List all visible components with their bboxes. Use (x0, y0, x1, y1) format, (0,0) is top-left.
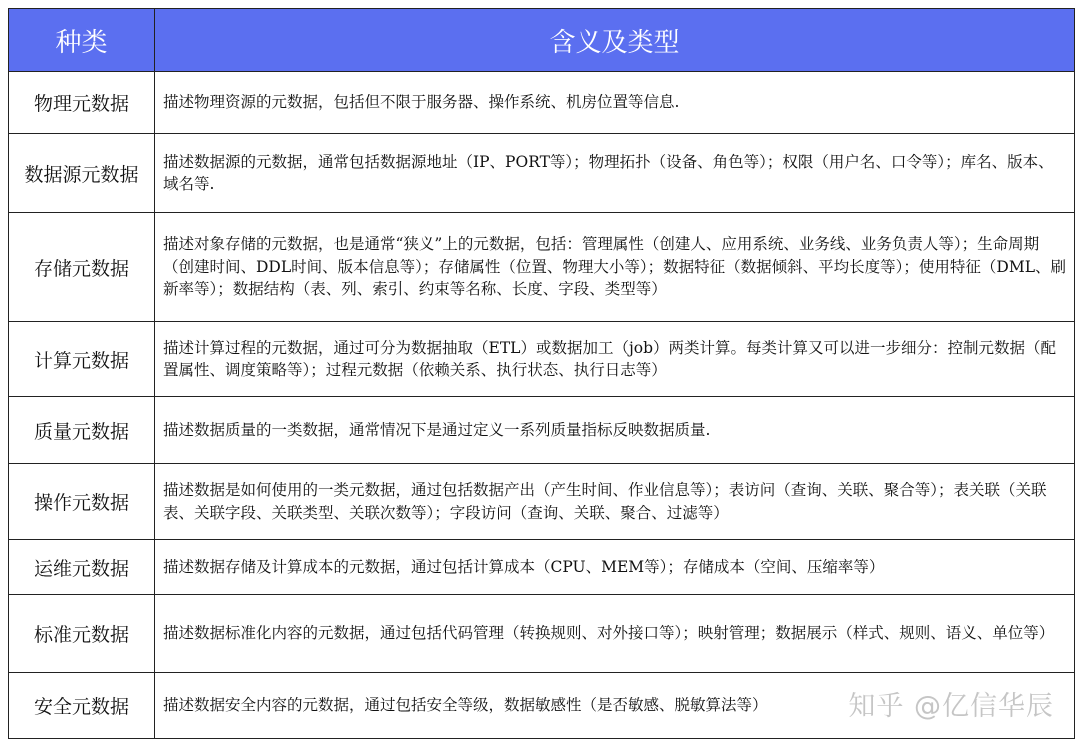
kind-cell: 质量元数据 (9, 397, 155, 464)
metadata-table-container (8, 8, 1074, 739)
header-row (9, 9, 1075, 72)
table-row (9, 72, 1075, 134)
table-row (9, 540, 1075, 595)
kind-cell: 数据源元数据 (9, 134, 155, 213)
table-row (9, 134, 1075, 213)
metadata-types-table (8, 8, 1075, 739)
description-cell: 描述数据标准化内容的元数据，通过包括代码管理（转换规则、对外接口等）；映射管理；数据展示（样式、规则、语义、单位等） (155, 595, 1075, 673)
table-row (9, 673, 1075, 739)
kind-cell: 物理元数据 (9, 72, 155, 134)
header-meaning: 含义及类型 (155, 9, 1075, 72)
kind-cell: 存储元数据 (9, 213, 155, 322)
table-row (9, 397, 1075, 464)
table-row (9, 213, 1075, 322)
description-cell: 描述数据质量的一类数据，通常情况下是通过定义一系列质量指标反映数据质量. (155, 397, 1075, 464)
kind-cell: 运维元数据 (9, 540, 155, 595)
description-cell: 描述数据源的元数据，通常包括数据源地址（IP、PORT等）；物理拓扑（设备、角色等）；权限（用户名、口令等）；库名、版本、域名等. (155, 134, 1075, 213)
kind-cell: 计算元数据 (9, 322, 155, 397)
description-cell: 描述计算过程的元数据，通过可分为数据抽取（ETL）或数据加工（job）两类计算。每类计算又可以进一步细分：控制元数据（配置属性、调度策略等）；过程元数据（依赖关系、执行状态、执行日志等） (155, 322, 1075, 397)
table-row (9, 464, 1075, 540)
kind-cell: 操作元数据 (9, 464, 155, 540)
description-cell: 描述数据安全内容的元数据，通过包括安全等级，数据敏感性（是否敏感、脱敏算法等） (155, 673, 1075, 739)
table-row (9, 595, 1075, 673)
kind-cell: 标准元数据 (9, 595, 155, 673)
description-cell: 描述数据存储及计算成本的元数据，通过包括计算成本（CPU、MEM等）；存储成本（空间、压缩率等） (155, 540, 1075, 595)
description-cell: 描述物理资源的元数据，包括但不限于服务器、操作系统、机房位置等信息. (155, 72, 1075, 134)
description-cell: 描述对象存储的元数据，也是通常“狭义”上的元数据，包括：管理属性（创建人、应用系统、业务线、业务负责人等）；生命周期（创建时间、DDL时间、版本信息等）；存储属性（位置、物理大小等）；数据特征（数据倾斜、平均长度等）；使用特征（DML、刷新率等）；数据结构（表、列、索引、约束等名称、长度、字段、类型等） (155, 213, 1075, 322)
kind-cell: 安全元数据 (9, 673, 155, 739)
table-row (9, 322, 1075, 397)
description-cell: 描述数据是如何使用的一类元数据，通过包括数据产出（产生时间、作业信息等）；表访问（查询、关联、聚合等）；表关联（关联表、关联字段、关联类型、关联次数等）；字段访问（查询、关联、聚合、过滤等） (155, 464, 1075, 540)
header-kind: 种类 (9, 9, 155, 72)
zhihu-watermark: 知乎 @亿信华辰 (848, 691, 1054, 722)
